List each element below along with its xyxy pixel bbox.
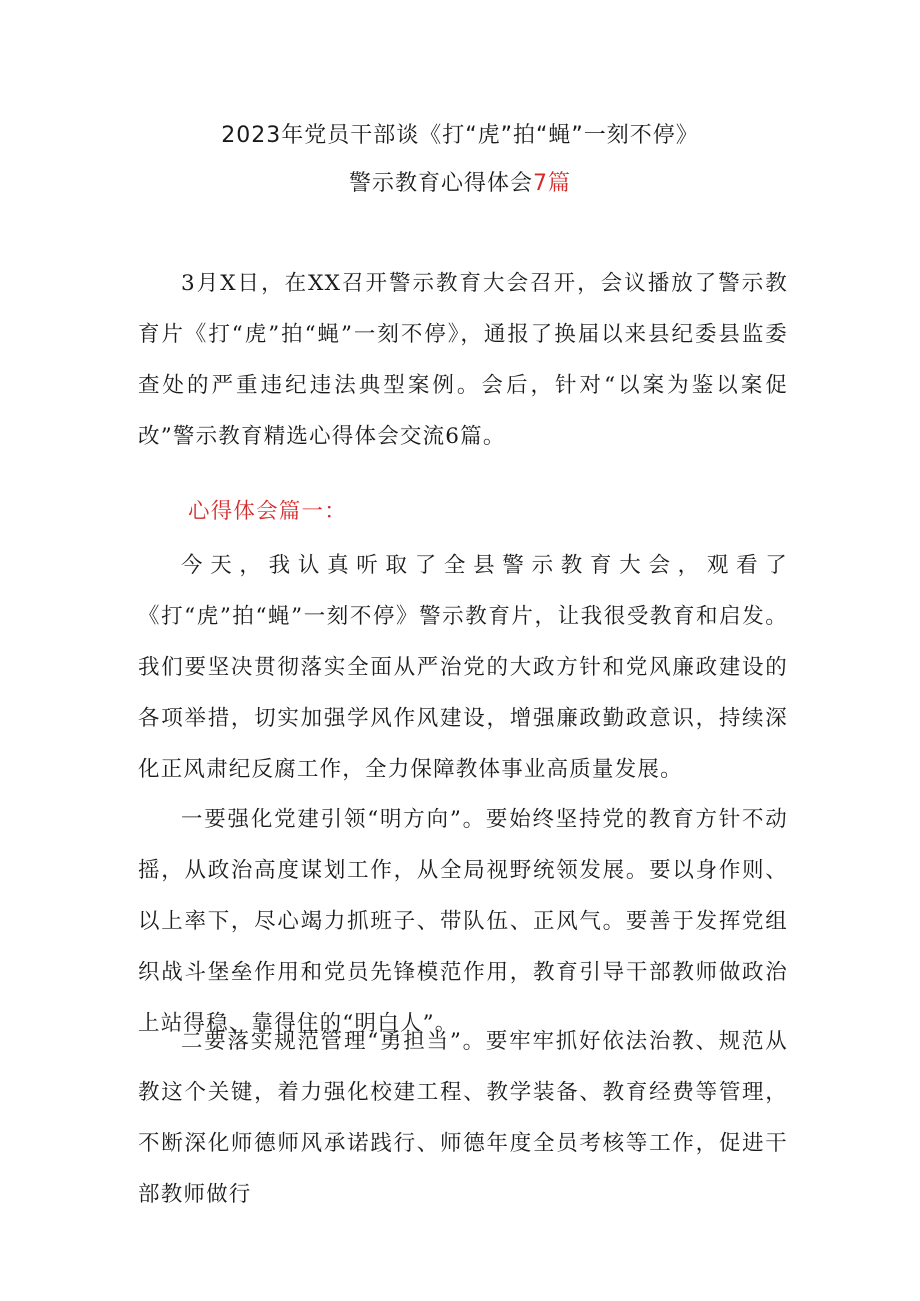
document-title-line1: 2023年党员干部谈《打“虎”拍“蝇”一刻不停》 (221, 123, 699, 148)
body-paragraph: 一要强化党建引领“明方向”。要始终坚持党的教育方针不动摇，从政治高度谋划工作，从全局视野统领发展。要以身作则、以上率下，尽心竭力抓班子、带队伍、正风气。要善于发挥党组织战斗堡垒作用和党员先锋模范作用，教育引导干部教师做政治上站得稳、靠得住的“明白人”。 (138, 807, 788, 1036)
body-paragraph: 二要落实规范管理“勇担当”。要牢牢抓好依法治教、规范从教这个关键，着力强化校建工程、教学装备、教育经费等管理，不断深化师德师风承诺践行、师德年度全员考核等工作，促进干部教师做行 (138, 1029, 788, 1207)
body-paragraph: 今天，我认真听取了全县警示教育大会，观看了《打“虎”拍“蝇”一刻不停》警示教育片，让我很受教育和启发。我们要坚决贯彻落实全面从严治党的大政方针和党风廉政建设的各项举措，切实加强学风作风建设，增强廉政勤政意识，持续深化正风肃纪反腐工作，全力保障教体事业高质量发展。 (138, 553, 788, 782)
document-title-count: 7篇 (533, 171, 571, 196)
document-title-main: 警示教育心得体会 (348, 171, 533, 196)
section-heading: 心得体会篇一： (188, 499, 347, 524)
intro-paragraph: 3月X日，在XX召开警示教育大会召开，会议播放了警示教育片《打“虎”拍“蝇”一刻不停》，通报了换届以来县纪委县监委查处的严重违纪违法典型案例。会后，针对“以案为鉴以案促改”警示教育精选心得体会交流6篇。 (138, 271, 788, 449)
document-title-line2 (0, 166, 920, 197)
